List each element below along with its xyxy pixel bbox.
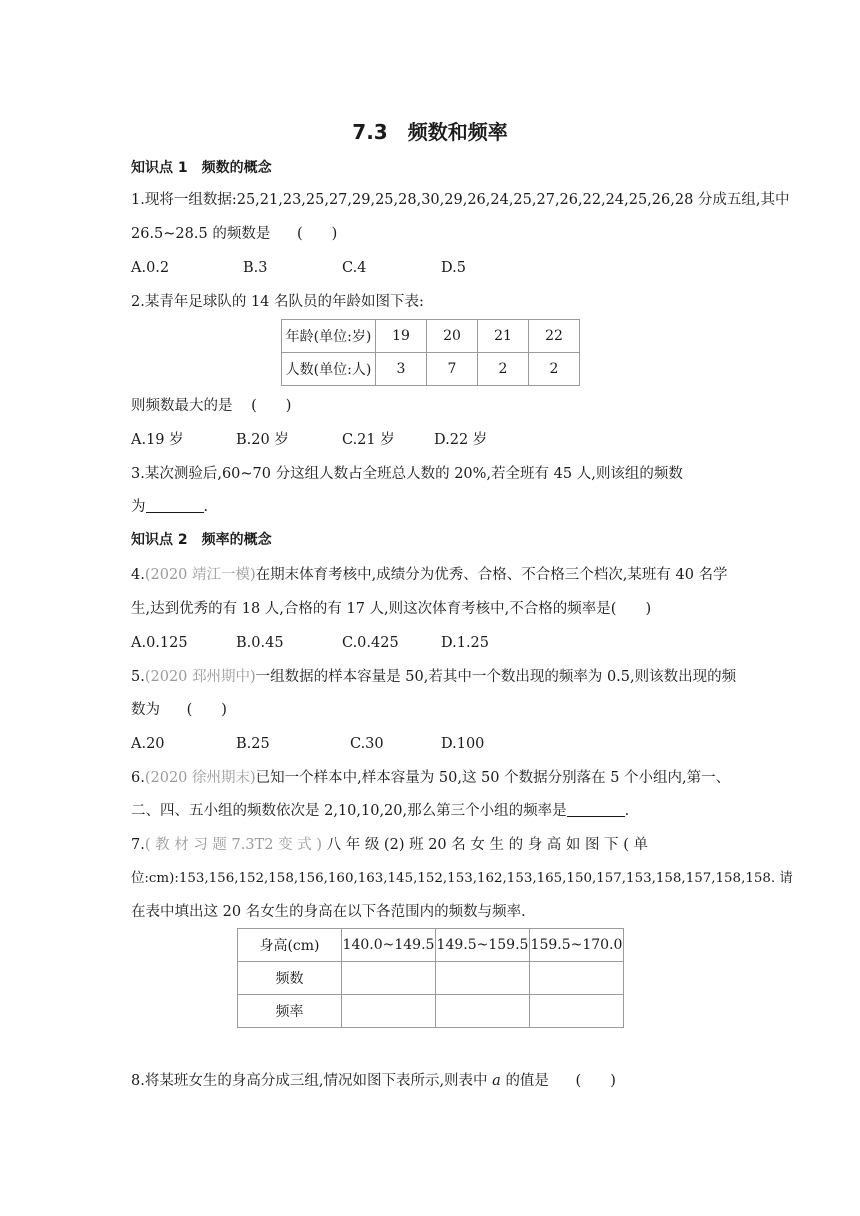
q6-answer-blank[interactable] — [567, 802, 625, 817]
q7-height-table — [237, 928, 624, 1028]
q5-line-2 — [131, 700, 227, 720]
table-cell: 频率 — [238, 995, 342, 1028]
table-row — [238, 995, 624, 1028]
q3-answer-blank[interactable] — [146, 498, 204, 513]
answer-cell[interactable] — [342, 995, 436, 1028]
table-row — [282, 320, 580, 353]
section-heading-1: 知识点 1 频数的概念 — [131, 160, 272, 176]
table-cell: 3 — [376, 353, 427, 386]
table-header-cell: 140.0~149.5 — [342, 929, 436, 962]
q5-option-d[interactable]: D.100 — [441, 736, 485, 752]
table-header-cell: 159.5~170.0 — [530, 929, 624, 962]
q1-answer-paren[interactable]: ( ) — [296, 226, 338, 242]
q5-number: 5. — [131, 669, 145, 685]
q7-line-1 — [131, 835, 648, 855]
q1-option-b[interactable]: B.3 — [243, 260, 268, 276]
q3-line-1: 3.某次测验后,60~70 分这组人数占全班总人数的 20%,若全班有 45 人,则该组的频数 — [131, 466, 683, 482]
q1-option-c[interactable]: C.4 — [342, 260, 367, 276]
q4-source: (2020 靖江一模) — [144, 567, 256, 583]
q5-text: 一组数据的样本容量是 50,若其中一个数出现的频率为 0.5,则该数出现的频 — [255, 669, 737, 685]
table-cell: 7 — [427, 353, 478, 386]
answer-cell[interactable] — [436, 995, 530, 1028]
q4-number: 4. — [131, 567, 145, 583]
answer-cell[interactable] — [530, 995, 624, 1028]
q5-option-a[interactable]: A.20 — [131, 736, 165, 752]
q1-line-2 — [131, 224, 337, 244]
table-header-cell: 149.5~159.5 — [436, 929, 530, 962]
table-cell: 19 — [376, 320, 427, 353]
q5-option-c[interactable]: C.30 — [350, 736, 384, 752]
q8-variable: a — [492, 1073, 501, 1089]
q7-source: ( 教 材 习 题 7.3T2 变 式 ) — [144, 837, 322, 853]
q3-text: 为 — [131, 499, 146, 515]
q5-text-2: 数为 — [131, 702, 160, 718]
table-row — [238, 962, 624, 995]
q4-answer-paren[interactable]: ( ) — [610, 601, 652, 617]
answer-cell[interactable] — [342, 962, 436, 995]
q5-line-1 — [131, 667, 736, 687]
q7-number: 7. — [131, 837, 145, 853]
q5-answer-paren[interactable]: ( ) — [186, 702, 227, 718]
q7-line-3: 在表中填出这 20 名女生的身高在以下各范围内的频数与频率. — [131, 904, 526, 920]
answer-cell[interactable] — [436, 962, 530, 995]
table-cell: 频数 — [238, 962, 342, 995]
page-title: 7.3 频数和频率 — [352, 120, 508, 144]
q2-option-c[interactable]: C.21 岁 — [342, 432, 395, 448]
table-row — [282, 353, 580, 386]
table-cell: 21 — [478, 320, 529, 353]
q1-text: 26.5~28.5 的频数是 — [131, 226, 271, 242]
table-cell: 人数(单位:人) — [282, 353, 376, 386]
q6-number: 6. — [131, 770, 145, 786]
q6-text: 已知一个样本中,样本容量为 50,这 50 个数据分别落在 5 个小组内,第一、 — [255, 770, 731, 786]
q2-answer-paren[interactable]: ( ) — [251, 398, 292, 414]
table-cell: 2 — [478, 353, 529, 386]
q6-line-2: 二、四、五小组的频数依次是 2,10,10,20,那么第三个小组的频率是 . — [131, 803, 630, 819]
q2-option-a[interactable]: A.19 岁 — [131, 432, 184, 448]
q6-source: (2020 徐州期末) — [144, 770, 256, 786]
q8-line-1 — [131, 1071, 616, 1091]
q4-text: 在期末体育考核中,成绩分为优秀、合格、不合格三个档次,某班有 40 名学 — [255, 567, 728, 583]
q2-option-b[interactable]: B.20 岁 — [236, 432, 289, 448]
q7-text: 八 年 级 (2) 班 20 名 女 生 的 身 高 如 图 下 ( 单 — [322, 837, 649, 853]
table-cell: 年龄(单位:岁) — [282, 320, 376, 353]
q8-text-2: 的值是 — [505, 1073, 549, 1089]
q4-option-d[interactable]: D.1.25 — [441, 635, 490, 651]
q5-source: (2020 邳州期中) — [144, 669, 256, 685]
q2-age-table — [281, 319, 580, 386]
q2-line-1: 2.某青年足球队的 14 名队员的年龄如图下表: — [131, 294, 424, 310]
q6-text-2: 二、四、五小组的频数依次是 2,10,10,20,那么第三个小组的频率是 — [131, 803, 567, 819]
q2-text: 则频数最大的是 — [131, 398, 233, 414]
table-header-cell: 身高(cm) — [238, 929, 342, 962]
section-heading-2: 知识点 2 频率的概念 — [131, 532, 272, 548]
table-cell: 22 — [529, 320, 580, 353]
table-cell: 2 — [529, 353, 580, 386]
q3-line-2: 为 . — [131, 499, 209, 515]
table-cell: 20 — [427, 320, 478, 353]
table-row — [238, 929, 624, 962]
q8-answer-paren[interactable]: ( ) — [575, 1073, 616, 1089]
q6-line-1 — [131, 768, 730, 788]
q4-line-2 — [131, 599, 651, 619]
q2-line-2 — [131, 396, 291, 416]
q1-line-1: 1.现将一组数据:25,21,23,25,27,29,25,28,30,29,26,24,25,27,26,22,24,25,26,28 分成五组,其中 — [131, 192, 790, 208]
q4-text-2: 生,达到优秀的有 18 人,合格的有 17 人,则这次体育考核中,不合格的频率是 — [131, 601, 611, 617]
q4-option-c[interactable]: C.0.425 — [342, 635, 399, 651]
q2-option-d[interactable]: D.22 岁 — [434, 432, 488, 448]
q8-text: 8.将某班女生的身高分成三组,情况如图下表所示,则表中 — [131, 1073, 488, 1089]
q7-line-2: 位:cm):153,156,152,158,156,160,163,145,152,153,162,153,165,150,157,153,158,157,158,158. 请 — [131, 871, 793, 886]
answer-cell[interactable] — [530, 962, 624, 995]
q1-option-a[interactable]: A.0.2 — [131, 260, 170, 276]
q4-line-1 — [131, 565, 728, 585]
q4-option-b[interactable]: B.0.45 — [236, 635, 284, 651]
q1-option-d[interactable]: D.5 — [441, 260, 466, 276]
q4-option-a[interactable]: A.0.125 — [131, 635, 188, 651]
q5-option-b[interactable]: B.25 — [236, 736, 270, 752]
